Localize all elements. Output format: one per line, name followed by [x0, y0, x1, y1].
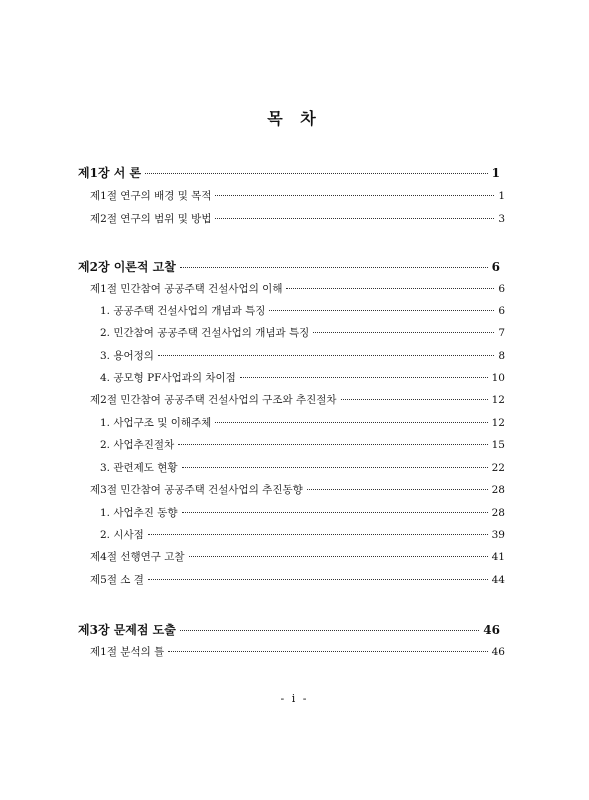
- toc-entry-page: 46: [483, 623, 500, 637]
- dot-leader: [180, 267, 488, 268]
- toc-entry-label: 4. 공모형 PF사업과의 차이점: [100, 372, 236, 384]
- toc-entry-label: 제3장 문제점 도출: [78, 623, 176, 637]
- toc-entry-label: 제2장 이론적 고찰: [78, 260, 176, 274]
- toc-entry-page: 15: [491, 439, 505, 451]
- dot-leader: [178, 444, 487, 445]
- toc-entry-label: 1. 사업추진 동향: [100, 507, 178, 519]
- toc-entry-section: [90, 482, 505, 497]
- toc-entry-item: [100, 325, 505, 340]
- toc-entry-item: [100, 348, 505, 363]
- dot-leader: [148, 534, 488, 535]
- toc-entry-page: 22: [491, 462, 505, 474]
- toc-entry-label: 1. 사업구조 및 이해주체: [100, 417, 212, 429]
- dot-leader: [269, 310, 494, 311]
- dot-leader: [240, 377, 488, 378]
- toc-entry-label: 제1절 연구의 배경 및 목적: [90, 190, 212, 202]
- dot-leader: [182, 512, 488, 513]
- dot-leader: [286, 288, 494, 289]
- toc-entry-section: [90, 549, 505, 564]
- dot-leader: [145, 173, 488, 174]
- toc-entry-section: [90, 644, 505, 659]
- toc-entry-page: 6: [491, 260, 500, 274]
- toc-entry-label: 제1절 분석의 틀: [90, 646, 165, 658]
- toc-entry-page: 6: [498, 305, 505, 317]
- toc-entry-page: 1: [498, 190, 505, 202]
- toc-entry-label: 제1장 서 론: [78, 166, 142, 180]
- toc-entry-page: 10: [491, 372, 505, 384]
- toc-entry-item: [100, 460, 505, 475]
- toc-entry-label: 2. 사업추진절차: [100, 439, 175, 451]
- toc-entry-label: 3. 용어정의: [100, 350, 154, 362]
- toc-entry-label: 제2절 연구의 범위 및 방법: [90, 213, 212, 225]
- toc-entry-label: 3. 관련제도 현황: [100, 462, 178, 474]
- toc-entry-page: 41: [491, 551, 505, 563]
- toc-entry-item: [100, 505, 505, 520]
- toc-entry-section: [90, 188, 505, 203]
- toc-entry-section: [90, 392, 505, 407]
- dot-leader: [180, 630, 479, 631]
- dot-leader: [148, 579, 488, 580]
- toc-entry-page: 6: [498, 283, 505, 295]
- toc-entry-page: 39: [491, 529, 505, 541]
- toc-entry-label: 2. 시사점: [100, 529, 144, 541]
- toc-entry-page: 3: [498, 213, 505, 225]
- toc-entry-chapter: [78, 621, 500, 638]
- toc-entry-page: 44: [491, 574, 505, 586]
- toc-entry-chapter: [78, 164, 500, 181]
- toc-entry-label: 제5절 소 결: [90, 574, 144, 586]
- toc-entry-section: [90, 211, 505, 226]
- toc-entry-page: 8: [498, 350, 505, 362]
- toc-entry-item: [100, 303, 505, 318]
- toc-entry-item: [100, 437, 505, 452]
- dot-leader: [307, 489, 488, 490]
- toc-entry-label: 제3절 민간참여 공공주택 건설사업의 추진동향: [90, 484, 303, 496]
- toc-entry-page: 7: [498, 327, 505, 339]
- dot-leader: [182, 467, 488, 468]
- toc-entry-label: 2. 민간참여 공공주택 건설사업의 개념과 특징: [100, 327, 310, 339]
- toc-entry-label: 제1절 민간참여 공공주택 건설사업의 이해: [90, 283, 283, 295]
- toc-entry-item: [100, 527, 505, 542]
- toc-entry-page: 12: [491, 394, 505, 406]
- dot-leader: [341, 399, 488, 400]
- dot-leader: [215, 218, 494, 219]
- toc-entry-page: 12: [491, 417, 505, 429]
- toc-entry-page: 46: [491, 646, 505, 658]
- dot-leader: [215, 422, 487, 423]
- dot-leader: [215, 195, 494, 196]
- toc-entry-item: [100, 415, 505, 430]
- toc-entry-chapter: [78, 258, 500, 275]
- toc-entry-page: 28: [491, 484, 505, 496]
- toc-entry-page: 28: [491, 507, 505, 519]
- toc-entry-item: [100, 370, 505, 385]
- toc-entry-section: [90, 572, 505, 587]
- dot-leader: [168, 651, 487, 652]
- toc-entry-label: 제2절 민간참여 공공주택 건설사업의 구조와 추진절차: [90, 394, 337, 406]
- toc-entry-page: 1: [491, 166, 500, 180]
- dot-leader: [158, 355, 494, 356]
- page-title: 목 차: [267, 109, 322, 128]
- page-number-footer: - i -: [280, 692, 309, 705]
- dot-leader: [189, 556, 488, 557]
- toc-entry-section: [90, 281, 505, 296]
- toc-entry-label: 1. 공공주택 건설사업의 개념과 특징: [100, 305, 266, 317]
- toc-entry-label: 제4절 선행연구 고찰: [90, 551, 185, 563]
- dot-leader: [313, 332, 494, 333]
